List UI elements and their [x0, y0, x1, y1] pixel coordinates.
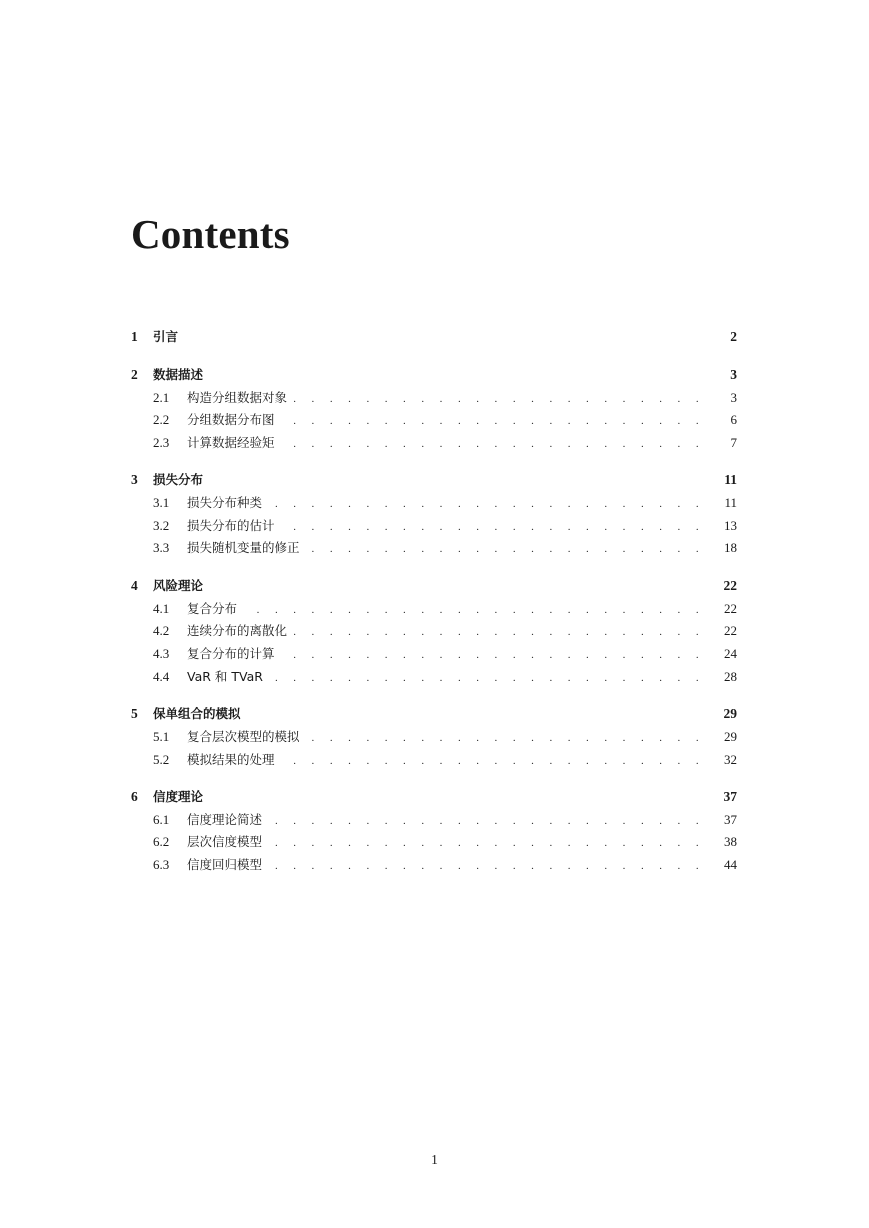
section-page: 18	[724, 540, 737, 556]
section-page: 22	[724, 623, 737, 639]
toc-section-entry[interactable]	[131, 644, 737, 667]
section-title: 损失分布种类	[187, 495, 263, 511]
toc-section-entry[interactable]	[131, 855, 737, 878]
section-title: 损失分布的估计	[187, 517, 275, 533]
dot-leader	[268, 837, 705, 849]
toc-section-entry[interactable]	[131, 667, 737, 690]
chapter-number: 2	[131, 366, 138, 382]
chapter-page: 37	[723, 788, 737, 804]
page-title: Contents	[131, 211, 290, 257]
section-page: 11	[724, 495, 737, 511]
section-page: 6	[730, 412, 737, 428]
chapter-title: 信度理论	[153, 788, 204, 804]
chapter-title: 引言	[153, 329, 179, 344]
section-title: 构造分组数据对象	[187, 389, 288, 405]
chapter-number: 4	[131, 577, 138, 593]
section-page: 32	[724, 751, 737, 767]
toc-section-entry[interactable]	[131, 493, 737, 516]
dot-leader	[281, 521, 705, 533]
chapter-number: 5	[131, 705, 138, 721]
section-number: 3.2	[153, 517, 170, 533]
toc-section-entry[interactable]	[131, 516, 737, 539]
section-title: 复合层次模型的模拟	[187, 728, 300, 744]
toc-section-entry[interactable]	[131, 410, 737, 433]
section-number: 4.4	[153, 668, 170, 684]
dot-leader	[293, 393, 705, 405]
toc-chapter-entry[interactable]	[131, 327, 737, 350]
chapter-title: 保单组合的模拟	[153, 705, 241, 721]
toc-chapter-entry[interactable]	[131, 470, 737, 493]
toc-section-entry[interactable]	[131, 599, 737, 622]
toc-chapter	[131, 576, 737, 690]
section-title: 信度回归模型	[187, 857, 263, 873]
section-number: 4.2	[153, 623, 170, 639]
dot-leader	[293, 626, 705, 638]
section-page: 44	[724, 857, 737, 873]
toc-chapter-entry[interactable]	[131, 576, 737, 599]
page-number: 1	[431, 1152, 438, 1167]
dot-leader	[306, 732, 705, 744]
toc-chapter	[131, 365, 737, 456]
toc-section-entry[interactable]	[131, 433, 737, 456]
section-number: 3.3	[153, 540, 170, 556]
toc-section-entry[interactable]	[131, 621, 737, 644]
section-title: 层次信度模型	[187, 834, 263, 850]
section-title: 复合分布	[187, 600, 238, 616]
section-number: 2.3	[153, 434, 170, 450]
dot-leader	[281, 438, 705, 450]
section-title: 损失随机变量的修正	[187, 540, 300, 556]
section-number: 2.1	[153, 389, 170, 405]
toc-section-entry[interactable]	[131, 750, 737, 773]
section-title: 分组数据分布图	[187, 412, 275, 428]
section-title: 连续分布的离散化	[187, 623, 288, 639]
chapter-number: 1	[131, 329, 138, 344]
chapter-page: 3	[730, 366, 737, 382]
section-page: 29	[724, 728, 737, 744]
section-number: 4.1	[153, 600, 170, 616]
table-of-contents	[131, 327, 737, 892]
section-page: 7	[730, 434, 737, 450]
chapter-title: 数据描述	[153, 366, 204, 382]
toc-chapter-entry[interactable]	[131, 704, 737, 727]
toc-section-entry[interactable]	[131, 538, 737, 561]
section-number: 6.3	[153, 857, 170, 873]
toc-section-entry[interactable]	[131, 832, 737, 855]
section-page: 22	[724, 600, 737, 616]
toc-section-entry[interactable]	[131, 388, 737, 411]
chapter-page: 22	[723, 577, 737, 593]
section-number: 5.1	[153, 728, 170, 744]
dot-leader	[281, 649, 705, 661]
toc-chapter	[131, 327, 737, 350]
section-title: 复合分布的计算	[187, 646, 275, 661]
toc-chapter	[131, 470, 737, 561]
chapter-page: 2	[730, 329, 737, 344]
toc-section-entry[interactable]	[131, 727, 737, 750]
toc-chapter-entry[interactable]	[131, 365, 737, 388]
chapter-title: 风险理论	[153, 577, 204, 593]
toc-section-entry[interactable]	[131, 810, 737, 833]
section-number: 6.1	[153, 811, 170, 827]
section-page: 28	[724, 668, 737, 684]
dot-leader	[281, 755, 705, 767]
toc-chapter-entry[interactable]	[131, 787, 737, 810]
section-number: 5.2	[153, 751, 170, 767]
dot-leader	[268, 815, 705, 827]
section-title: 模拟结果的处理	[187, 751, 275, 767]
dot-leader	[281, 415, 705, 427]
section-page: 13	[724, 517, 737, 533]
chapter-number: 6	[131, 788, 138, 804]
section-page: 24	[724, 646, 737, 661]
section-title: 信度理论简述	[187, 811, 263, 827]
toc-chapter	[131, 787, 737, 878]
section-number: 6.2	[153, 834, 170, 850]
dot-leader	[243, 604, 705, 616]
chapter-number: 3	[131, 472, 138, 488]
section-page: 37	[724, 811, 737, 827]
section-title: 计算数据经验矩	[187, 434, 275, 450]
section-page: 38	[724, 834, 737, 850]
dot-leader	[269, 672, 705, 684]
section-page: 3	[730, 389, 737, 405]
chapter-page: 29	[723, 705, 737, 721]
dot-leader	[268, 860, 705, 872]
section-number: 2.2	[153, 412, 170, 428]
section-number: 3.1	[153, 495, 170, 511]
chapter-page: 11	[724, 472, 737, 488]
dot-leader	[306, 543, 705, 555]
toc-chapter	[131, 704, 737, 772]
dot-leader	[268, 498, 705, 510]
chapter-title: 损失分布	[153, 472, 204, 488]
section-title: VaR 和 TVaR	[187, 668, 263, 684]
section-number: 4.3	[153, 646, 170, 661]
